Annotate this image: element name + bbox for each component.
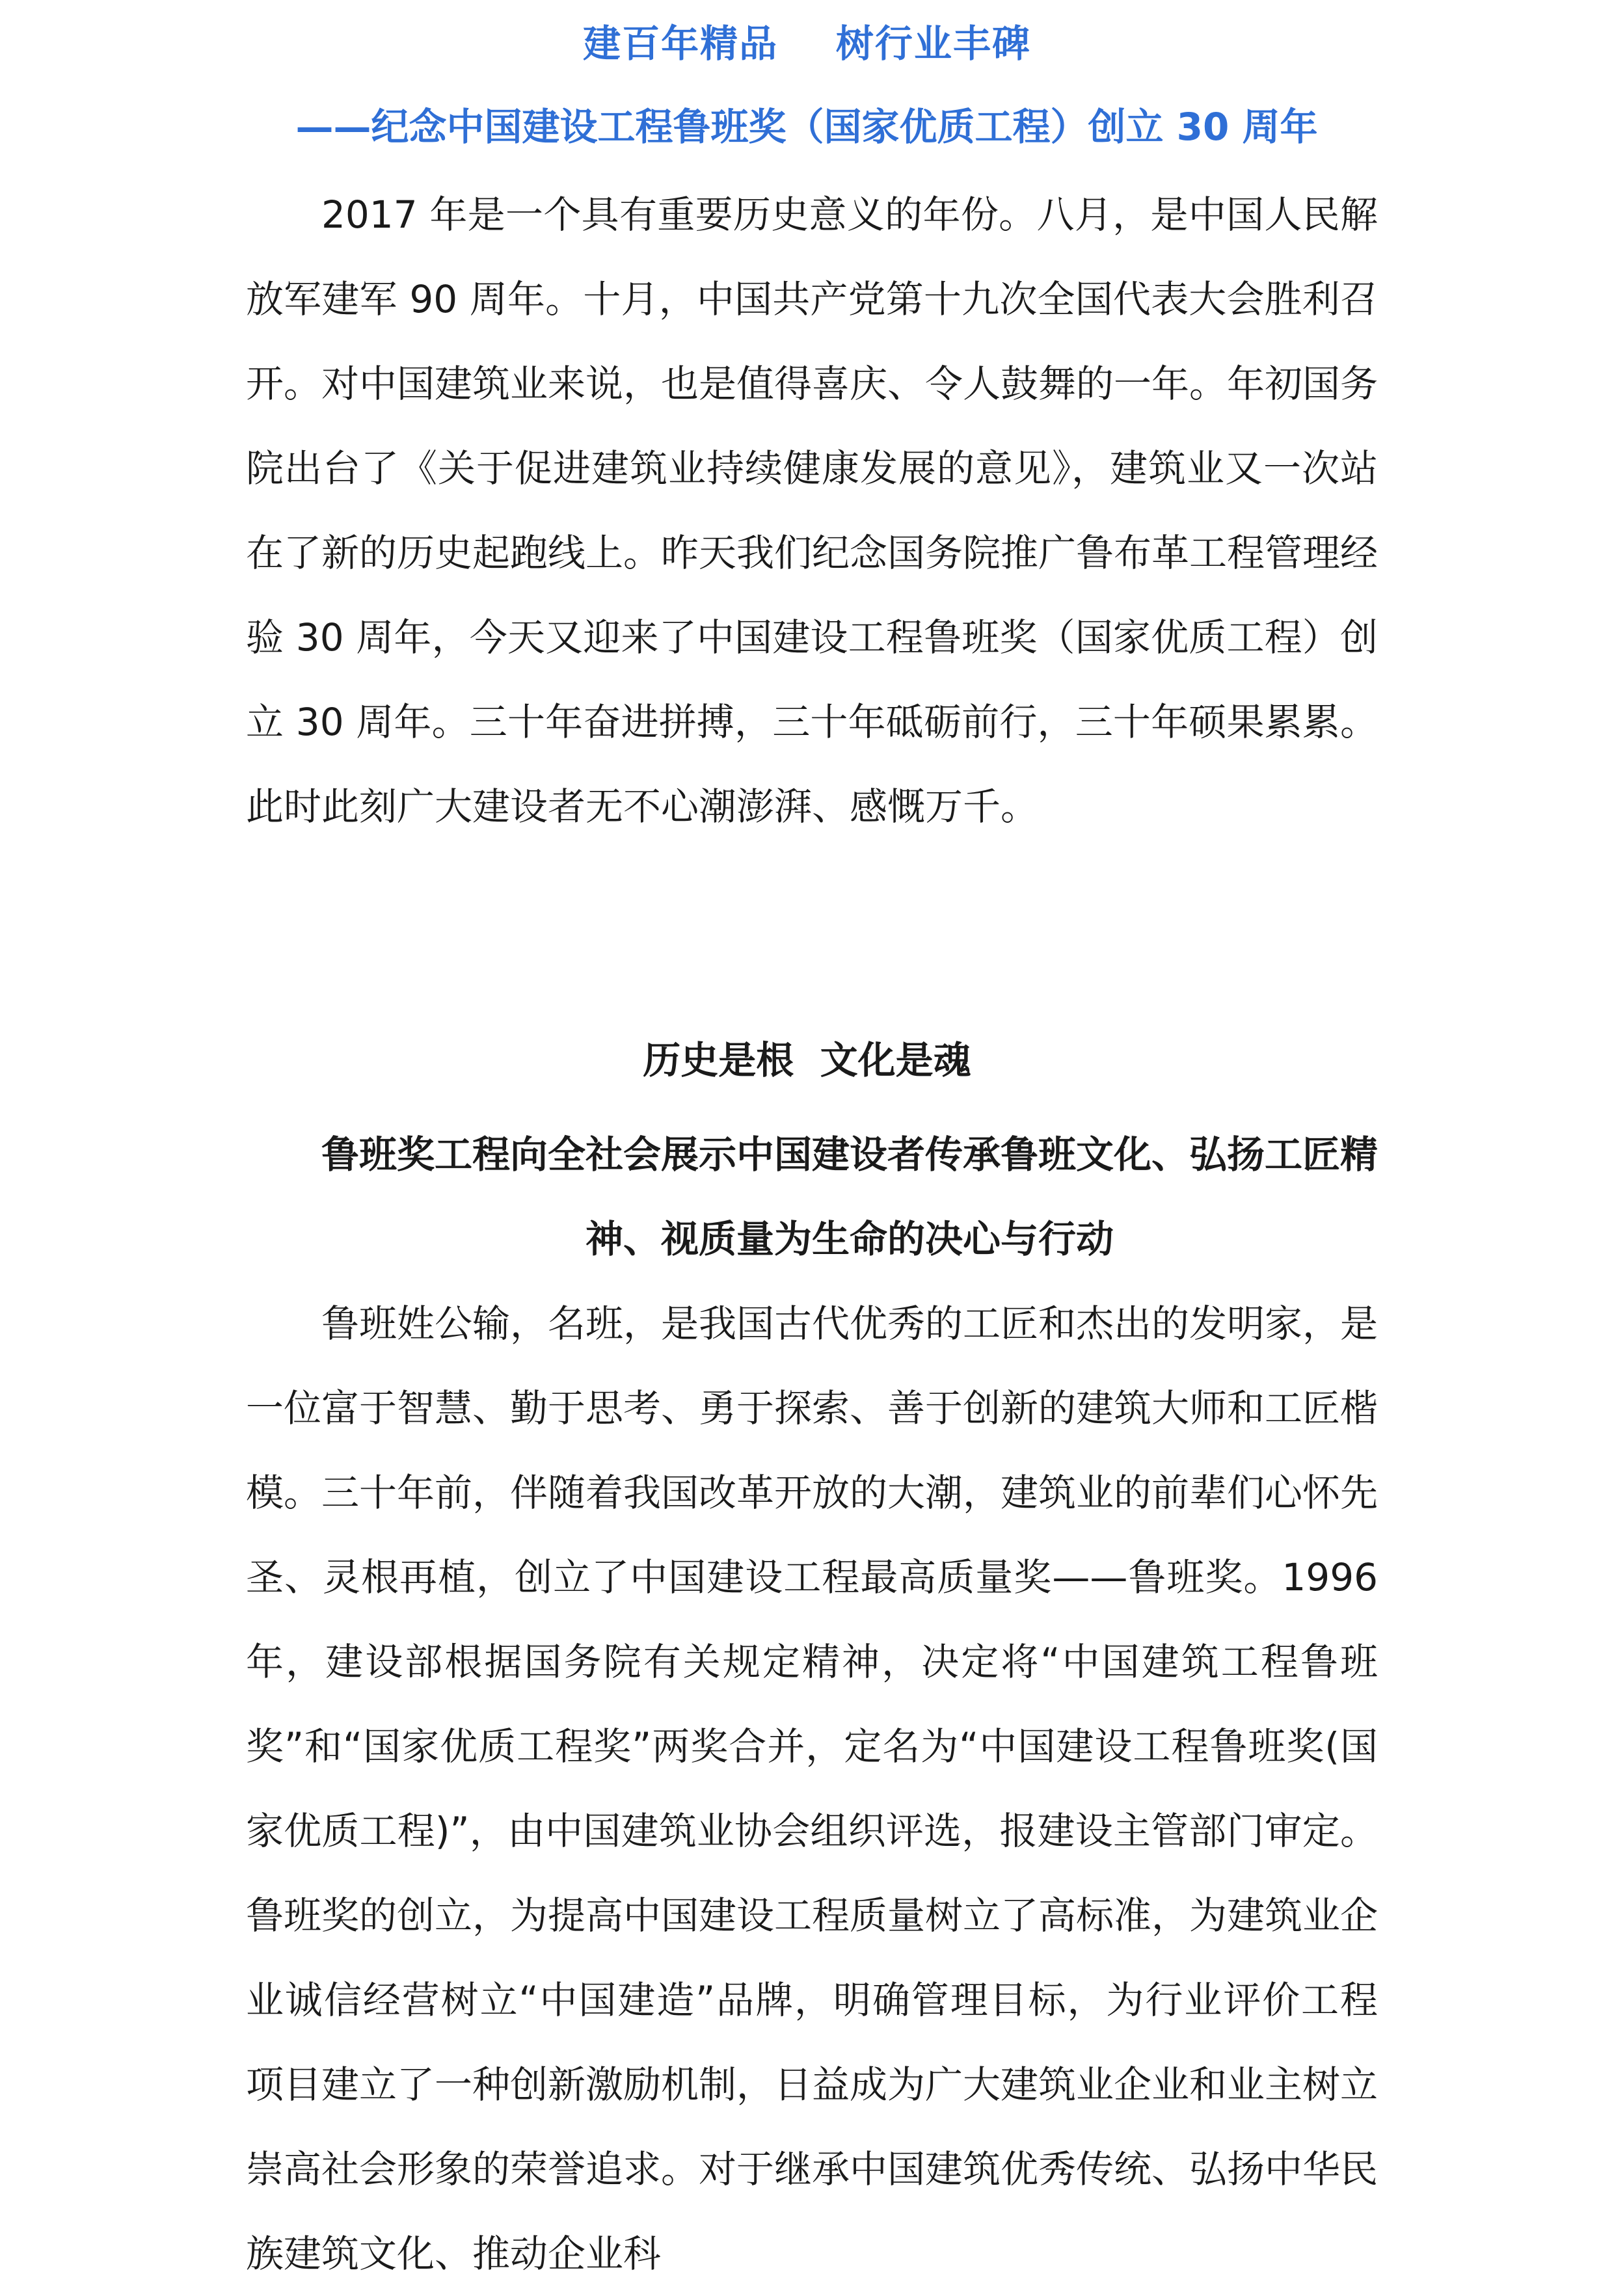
document-title: 建百年精品 树行业丰碑 <box>583 21 1031 66</box>
document-subtitle: ——纪念中国建设工程鲁班奖（国家优质工程）创立 30 周年 <box>295 105 1318 149</box>
paragraph-luban: 鲁班姓公输，名班，是我国古代优秀的工匠和杰出的发明家，是一位富于智慧、勤于思考、勇于探索、善于创新的建筑大师和工匠楷模。三十年前，伴随着我国改革开放的大潮，建筑业的前辈们心怀先圣、灵根再植，创立了中国建设工程最高质量奖——鲁班奖。1996 年，建设部根据国务院有关规定精神，决定将“中国建筑工程鲁班奖”和“国家优质工程奖”两奖合并，定名为“中国建设工程鲁班奖(国家优质工程)”，由中国建筑业协会组织评选，报建设主管部门审定。鲁班奖的创立，为提高中国建设工程质量树立了高标准，为建筑业企业诚信经营树立“中国建造”品牌，明确管理目标，为行业评价工程项目建立了一种创新激励机制，日益成为广大建筑业企业和业主树立崇高社会形象的荣誉追求。对于继承中国建筑优秀传统、弘扬中华民族建筑文化、推动企业科 <box>246 1302 1379 2276</box>
paragraph-intro: 2017 年是一个具有重要历史意义的年份。八月，是中国人民解放军建军 90 周年。十月，中国共产党第十九次全国代表大会胜利召开。对中国建筑业来说，也是值得喜庆、令人鼓舞的一年。年初国务院出台了《关于促进建筑业持续健康发展的意见》，建筑业又一次站在了新的历史起跑线上。昨天我们纪念国务院推广鲁布革工程管理经验 30 周年，今天又迎来了中国建设工程鲁班奖（国家优质工程）创立 30 周年。三十年奋进拼搏，三十年砥砺前行，三十年硕果累累。此时此刻广大建设者无不心潮澎湃、感慨万千。 <box>246 193 1379 829</box>
section-subheading: 鲁班奖工程向全社会展示中国建设者传承鲁班文化、弘扬工匠精神、视质量为生命的决心与行动 <box>321 1132 1379 1261</box>
section-heading: 历史是根 文化是魂 <box>643 1038 971 1082</box>
